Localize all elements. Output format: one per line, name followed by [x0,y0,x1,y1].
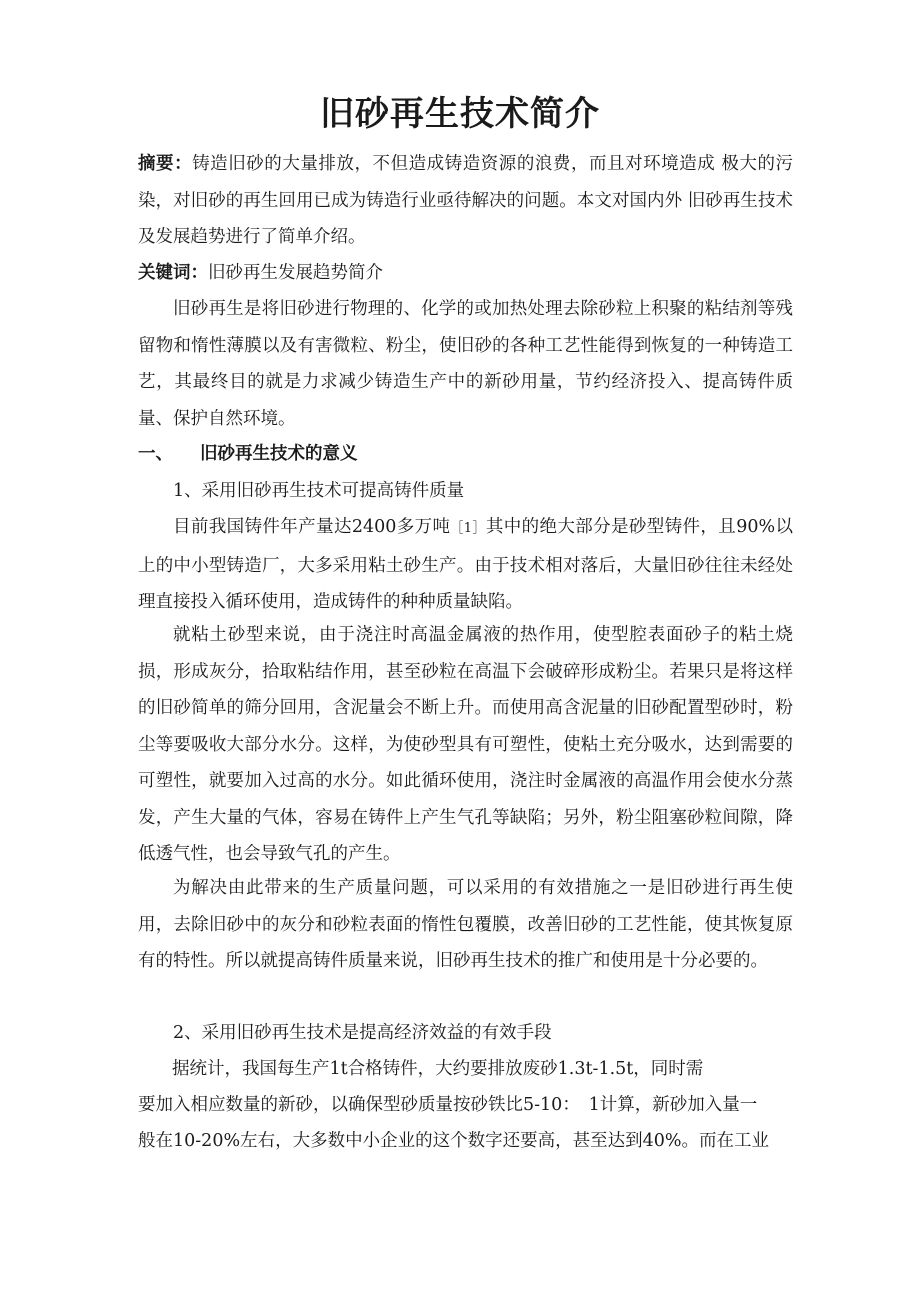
subheading-1: 1、采用旧砂再生技术可提高铸件质量 [173,481,465,501]
body-paragraph-3: 为解决由此带来的生产质量问题，可以采用的有效措施之一是旧砂进行再生使用，去除旧砂中的灰分和砂粒表面的惰性包覆膜，改善旧砂的工艺性能，使其恢复原有的特性。所以就提高铸件质量来说，旧砂再生技术的推广和使用是十分必要的。 [138,878,793,971]
citation-ref: ［1］ [450,521,486,536]
section-title: 旧砂再生技术的意义 [200,444,358,464]
keywords-label: 关键词： [138,263,208,283]
p1-after: 其中的绝大部分是砂型铸件，且90%以上的中小型铸造厂，大多采用粘土砂生产。由于技术相对落后，大量旧砂往往未经处理直接投入循环使用，造成铸件的种种质量缺陷。 [138,517,793,612]
intro-paragraph: 旧砂再生是将旧砂进行物理的、化学的或加热处理去除砂粒上积聚的粘结剂等残留物和惰性薄膜以及有害微粒、粉尘，使旧砂的各种工艺性能得到恢复的一种铸造工艺，其最终目的就是力求减少铸造生产中的新砂用量，节约经济投入、提高铸件质量、保护自然环境。 [138,299,793,429]
keywords-text: 旧砂再生发展趋势简介 [208,263,383,283]
body-paragraph-1 [138,509,793,621]
body-paragraph-4-line-2: 要加入相应数量的新砂，以确保型砂质量按砂铁比5-10： 1计算，新砂加入量一 [138,1095,758,1115]
body-paragraph-2: 就粘土砂型来说，由于浇注时高温金属液的热作用，使型腔表面砂子的粘土烧损，形成灰分，拾取粘结作用，甚至砂粒在高温下会破碎形成粉尘。若果只是将这样的旧砂简单的筛分回用，含泥量会不断上升。而使用高含泥量的旧砂配置型砂时，粉尘等要吸收大部分水分。这样，为使砂型具有可塑性，使粘土充分吸水，达到需要的可塑性，就要加入过高的水分。如此循环使用，浇注时金属液的高温作用会使水分蒸发，产生大量的气体，容易在铸件上产生气孔等缺陷；另外，粉尘阻塞砂粒间隙，降低透气性，也会导致气孔的产生。 [138,625,793,864]
p1-before: 目前我国铸件年产量达2400多万吨 [173,517,451,537]
section-number: 一、 [138,444,173,464]
abstract-text: 铸造旧砂的大量排放，不但造成铸造资源的浪费，而且对环境造成 极大的污染，对旧砂的再生回用已成为铸造行业亟待解决的问题。本文对国内外 旧砂再生技术及发展趋势进行了简单介绍。 [138,154,794,247]
keywords-paragraph [138,255,793,292]
abstract-label: 摘要： [138,154,193,174]
document-title: 旧砂再生技术简介 [320,94,600,134]
abstract-paragraph [138,146,793,256]
body-paragraph-4-line-1: 据统计，我国每生产1t合格铸件，大约要排放废砂1.3t-1.5t，同时需 [172,1059,704,1079]
subheading-2: 2、采用旧砂再生技术是提高经济效益的有效手段 [173,1023,552,1043]
section-heading-1 [138,436,793,472]
body-paragraph-4-line-3: 般在10-20%左右，大多数中小企业的这个数字还要高，甚至达到40%。而在工业 [138,1131,769,1151]
